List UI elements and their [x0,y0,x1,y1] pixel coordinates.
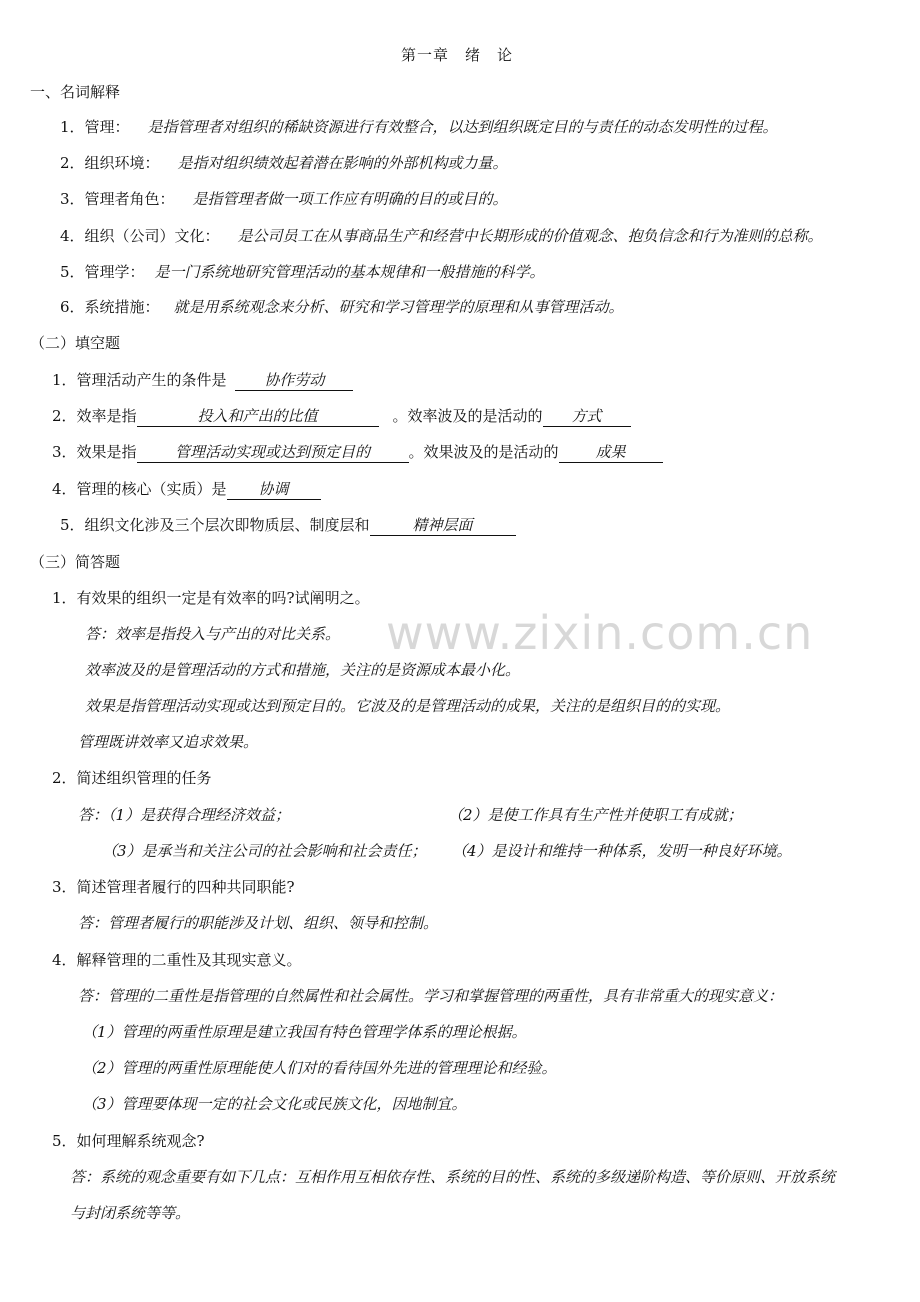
answer-text: （3）是承当和关注公司的社会影响和社会责任； [102,842,427,860]
question-text: 3．简述管理者履行的四种共同职能? [52,878,295,896]
definition-text: 就是用系统观念来分析、研究和学习管理学的原理和从事管理活动。 [173,298,624,316]
answer-text: （2）管理的两重性原理能使人们对的看待国外先进的管理理论和经验。 [82,1059,557,1077]
fill-question: 2．效率是指 投入和产出的比值 。效率波及的是活动的 方式 [52,406,631,427]
fill-question: 1．管理活动产生的条件是 协作劳动 [52,370,353,391]
definition-label: 5．管理学： [60,263,145,281]
question-text: 4．解释管理的二重性及其现实意义。 [52,951,302,969]
fill-answer: 管理活动实现或达到预定目的 [137,443,409,463]
page-title: 第一章 绪 论 [401,46,514,64]
answer-text: 答：（1）是获得合理经济效益； [78,806,291,824]
definition-item [60,189,508,209]
question-text: 5．如何理解系统观念? [52,1132,205,1150]
definition-item [60,226,823,246]
fill-question: 4．管理的核心（实质）是 协调 [52,479,321,500]
fill-answer: 协调 [227,480,321,500]
answer-text: （3）管理要体现一定的社会文化或民族文化，因地制宜。 [82,1095,467,1113]
definition-item [60,153,508,173]
fill-answer: 成果 [559,443,663,463]
fill-answer: 方式 [543,407,631,427]
definition-text: 是公司员工在从事商品生产和经营中长期形成的价值观念、抱负信念和行为准则的总称。 [237,227,823,245]
definition-label: 2．组织环境： [60,154,160,172]
definition-text: 是指管理者做一项工作应有明确的目的或目的。 [192,190,508,208]
answer-text: 效果是指管理活动实现或达到预定目的。它波及的是管理活动的成果，关注的是组织目的的实现。 [85,697,731,715]
definition-text: 是指对组织绩效起着潜在影响的外部机构或力量。 [177,154,508,172]
answer-text: 答：效率是指投入与产出的对比关系。 [85,625,341,643]
answer-text: 答：管理者履行的职能涉及计划、组织、领导和控制。 [78,914,439,932]
fill-answer: 协作劳动 [235,371,353,391]
fill-question: 5．组织文化涉及三个层次即物质层、制度层和 精神层面 [60,515,516,536]
answer-text: （4）是设计和维持一种体系，发明一种良好环境。 [452,842,792,860]
section-heading-definitions: 一、名词解释 [30,83,121,101]
answer-text: （1）管理的两重性原理是建立我国有特色管理学体系的理论根据。 [82,1023,527,1041]
definition-label: 1．管理： [60,118,130,136]
watermark: www.zixin.com.cn [386,606,814,660]
fill-answer: 投入和产出的比值 [137,407,379,427]
definition-label: 4．组织（公司）文化： [60,227,220,245]
answer-text: 答：系统的观念重要有如下几点：互相作用互相依存性、系统的目的性、系统的多级递阶构造、等价原则、开放系统 [70,1168,836,1186]
section-heading-fill-in: （二）填空题 [30,334,121,352]
definition-item [60,262,545,282]
answer-text: 效率波及的是管理活动的方式和措施，关注的是资源成本最小化。 [85,661,521,679]
definition-item [60,297,624,317]
definition-label: 3．管理者角色： [60,190,175,208]
fill-question: 3．效果是指 管理活动实现或达到预定目的 。效果波及的是活动的 成果 [52,442,663,463]
question-text: 1．有效果的组织一定是有效率的吗?试阐明之。 [52,589,370,607]
definition-item [60,117,778,137]
definition-text: 是一门系统地研究管理活动的基本规律和一般措施的科学。 [154,263,545,281]
fill-answer: 精神层面 [370,516,516,536]
answer-text: 管理既讲效率又追求效果。 [78,733,259,751]
definition-text: 是指管理者对组织的稀缺资源进行有效整合，以达到组织既定目的与责任的动态发明性的过程。 [147,118,778,136]
answer-text: （2）是使工作具有生产性并使职工有成就； [448,806,743,824]
answer-text: 与封闭系统等等。 [70,1204,191,1222]
question-text: 2．简述组织管理的任务 [52,769,212,787]
section-heading-short-answer: （三）简答题 [30,553,121,571]
definition-label: 6．系统措施： [60,298,160,316]
answer-text: 答：管理的二重性是指管理的自然属性和社会属性。学习和掌握管理的两重性，具有非常重大的现实意义： [78,987,784,1005]
